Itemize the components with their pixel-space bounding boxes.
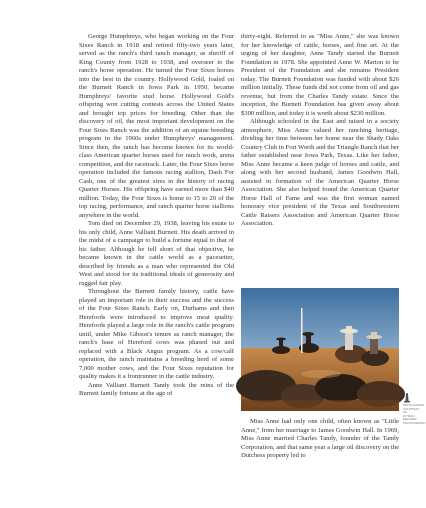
paragraph: thirty-eight. Referred to as "Miss Anne," she was known for her knowledge of cattle, horses, and fine art. At the urging of her daughter, Anne Tandy started the Burnett Foundation in 1978. She appointed Anne W. Marion to be President of the Foundation and she remains President today. The Burnett Foundation was funded with about $26 million initially. These funds did not come from oil and gas revenue, but from the Charles Tandy estate. Since the inception, the Burnett Foundation has given away about $300 million, and today it is worth about $230 million. [241,33,399,117]
credit-line: WYMAN MEINZER PHOTOGRAPHY [403,413,426,425]
right-text-column-bottom [241,418,399,504]
credit-line: PHOTOGRAPH COURTESY OF [403,403,425,415]
right-text-column-top [241,33,399,288]
paragraph: Miss Anne had only one child, often known as "Little Anne," from her marriage to James Goodwin Hall. In 1969, Miss Anne married Charles Tandy, founder of the Tandy Corporation, and that same year a large oil discovery on the Dutchess property led to [241,418,399,459]
lighthouse-logo-icon [403,393,411,403]
photo-illustration [241,288,399,411]
photo-credit [403,393,426,426]
paragraph: Although schooled in the East and raised in a society atmosphere, Miss Anne valued her ranching heritage, dividing her time between her home near the Shady Oaks Country Club in Fort Worth and the Triangle Ranch that her father established near Iowa Park, Texas. Like her father, Miss Anne became a keen judge of horses and cattle, and along with her second husband, James Goodwin Hall, assisted in formation of the American Quarter Horse Association. She also helped found the American Quarter Horse Hall of Fame and was the first woman named honorary vice president of the Texas and Southwestern Cattle Raisers Association and American Quarter Horse Association. [241,118,399,227]
paragraph: Throughout the Burnett family history, cattle have played an important role in their success and the success of the Four Sixes Ranch. Early on, Durhams and then Herefords were introduced to improve meat quality. Herefords played a large role in the ranch's cattle program until, under Mike Gibson's tenure as ranch manager, the ranch's base of Hereford cows was phased out and replaced with a Black Angus program. As a cow/calf operation, the ranch maintains a breeding herd of some 7,000 mother cows, and the Four Sixes reputation for quality makes it a frontrunner in the cattle industry. [79,288,234,380]
left-text-column [79,33,234,503]
paragraph: Anne Valliant Burnett Tandy took the reins of the Burnett family fortune at the age of [79,381,234,397]
paragraph: George Humphreys, who began working on the Four Sixes Ranch in 1918 and retired fifty-two years later, served as the ranch's third ranch manager, as sheriff of King County from 1928 to 1938, and overseer to the ranch's horse operation. He turned the Four Sixes horses into the best in the country. Hollywood Gold, foaled on the Burnett Ranch in Iowa Park in 1950, became Humphreys' favorite stud horse. Hollywood Gold's offspring won cutting contests across the United States and brought top prices for breeding. Other than the discovery of oil, the most important development on the Four Sixes Ranch was the addition of an equine breeding program in the 1960s under Humphreys' management. Since then, the ranch has become known for its world-class American quarter horses used for ranch work, arena competition, and the racetrack. Later, the Four Sixes horse operation included the famous racing stallion, Dash For Cash, one of the greatest sires in the history of racing Quarter Horses. His offspring have earned more than $40 million. Today, the Four Sixes is home to 15 to 20 of the top racing, performance, and ranch quarter horse stallions anywhere in the world. [79,33,234,219]
paragraph: Tom died on December 29, 1938, leaving his estate to his only child, Anne Valliant Burnett. His death arrived in the midst of a campaign to build a fortune equal to that of his father. Although he fell short of that objective, he became known in the cattle world as a pacesetter, described by friends as a man who represented the Old West and stood for its traditional ideals of generosity and rugged fair play. [79,220,234,287]
cowboys-on-horseback-photo [241,288,399,411]
